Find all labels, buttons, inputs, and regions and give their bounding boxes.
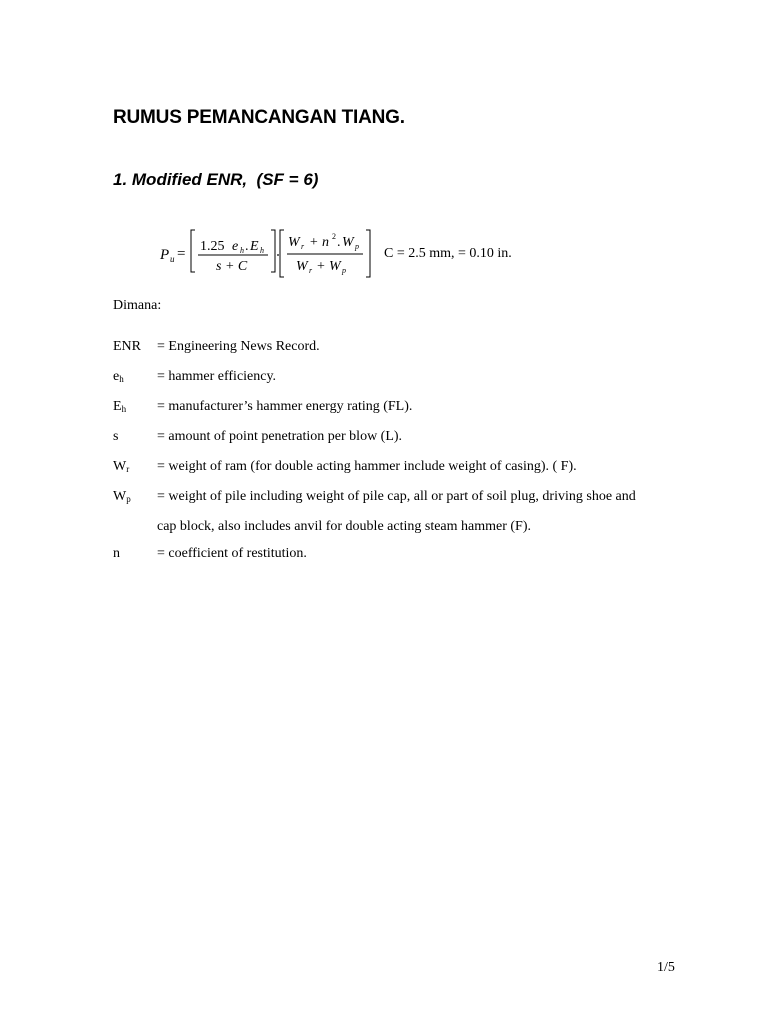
frac1-num-coef: 1.25: [200, 239, 225, 254]
formula-lhs: P: [160, 247, 170, 263]
frac2-num-exp: 2: [332, 232, 336, 241]
definition-text: = hammer efficiency.: [157, 369, 277, 384]
dimana-label: Dimana:: [113, 298, 162, 313]
frac2-num-W2: W: [342, 235, 354, 250]
formula-lhs-sub: u: [170, 254, 175, 264]
definition-term: s: [113, 429, 119, 444]
definition-row: [113, 483, 693, 513]
definition-term: $e_h$: [113, 369, 124, 384]
definition-text: = weight of ram (for double acting hammer include weight of casing). ( F).: [157, 459, 577, 474]
definition-term: [113, 513, 157, 540]
definition-row: [113, 513, 693, 540]
bracket-1-right: [271, 230, 275, 272]
definition-row: [113, 423, 693, 453]
frac2-num-dot: .: [337, 235, 341, 250]
definition-text: = manufacturer’s hammer energy rating (FL).: [157, 399, 413, 414]
frac2-num-W1-sub: r: [301, 242, 305, 251]
formula-block: [150, 222, 570, 286]
frac2-den-plus: +: [317, 259, 325, 274]
definition-text: = amount of point penetration per blow (L).: [157, 429, 403, 444]
definition-term: ENR: [113, 339, 141, 354]
frac2-den-W2-sub: p: [342, 266, 346, 275]
definition-term: $W_r$: [113, 459, 130, 474]
definition-row: [113, 363, 693, 393]
definition-term: n: [113, 546, 120, 561]
definition-row: [113, 393, 693, 423]
page-number: 1/5: [657, 960, 675, 975]
definition-text: cap block, also includes anvil for double acting steam hammer (F).: [157, 519, 532, 534]
section-heading: 1. Modified ENR, (SF = 6): [113, 170, 319, 189]
definitions-list: [113, 333, 693, 570]
bracket-1-left: [191, 230, 195, 272]
frac2-den-W1-sub: r: [309, 266, 313, 275]
frac2-num-W1: W: [288, 235, 300, 250]
definition-row: [113, 540, 693, 570]
frac1-num-e-sub: h: [240, 246, 244, 255]
frac1-num-e: e: [232, 239, 239, 254]
frac1-num-E-sub: h: [260, 246, 264, 255]
frac2-den-W1: W: [296, 259, 308, 274]
frac1-num-E: E: [250, 239, 259, 254]
formula-equals: =: [177, 246, 186, 262]
definition-row: [113, 333, 693, 363]
definition-term: $E_h$: [113, 399, 127, 414]
definition-row: [113, 453, 693, 483]
bracket-2-right: [366, 230, 370, 277]
frac2-num-plus: + n: [309, 235, 329, 250]
definition-term: $W_p$: [113, 489, 131, 504]
definition-text: = weight of pile including weight of pile cap, all or part of soil plug, driving shoe and: [157, 489, 636, 504]
formula-product-dot: [277, 254, 279, 256]
definition-text: = Engineering News Record.: [157, 339, 320, 354]
formula-equation: [150, 222, 380, 286]
frac1-denominator: s + C: [216, 259, 248, 274]
c-value-note: C = 2.5 mm, = 0.10 in.: [384, 246, 512, 261]
definition-text: = coefficient of restitution.: [157, 546, 307, 561]
page-title: RUMUS PEMANCANGAN TIANG.: [113, 107, 405, 128]
frac2-den-W2: W: [329, 259, 341, 274]
frac1-num-dot: .: [245, 239, 249, 254]
frac2-num-W2-sub: p: [355, 242, 359, 251]
bracket-2-left: [280, 230, 284, 277]
